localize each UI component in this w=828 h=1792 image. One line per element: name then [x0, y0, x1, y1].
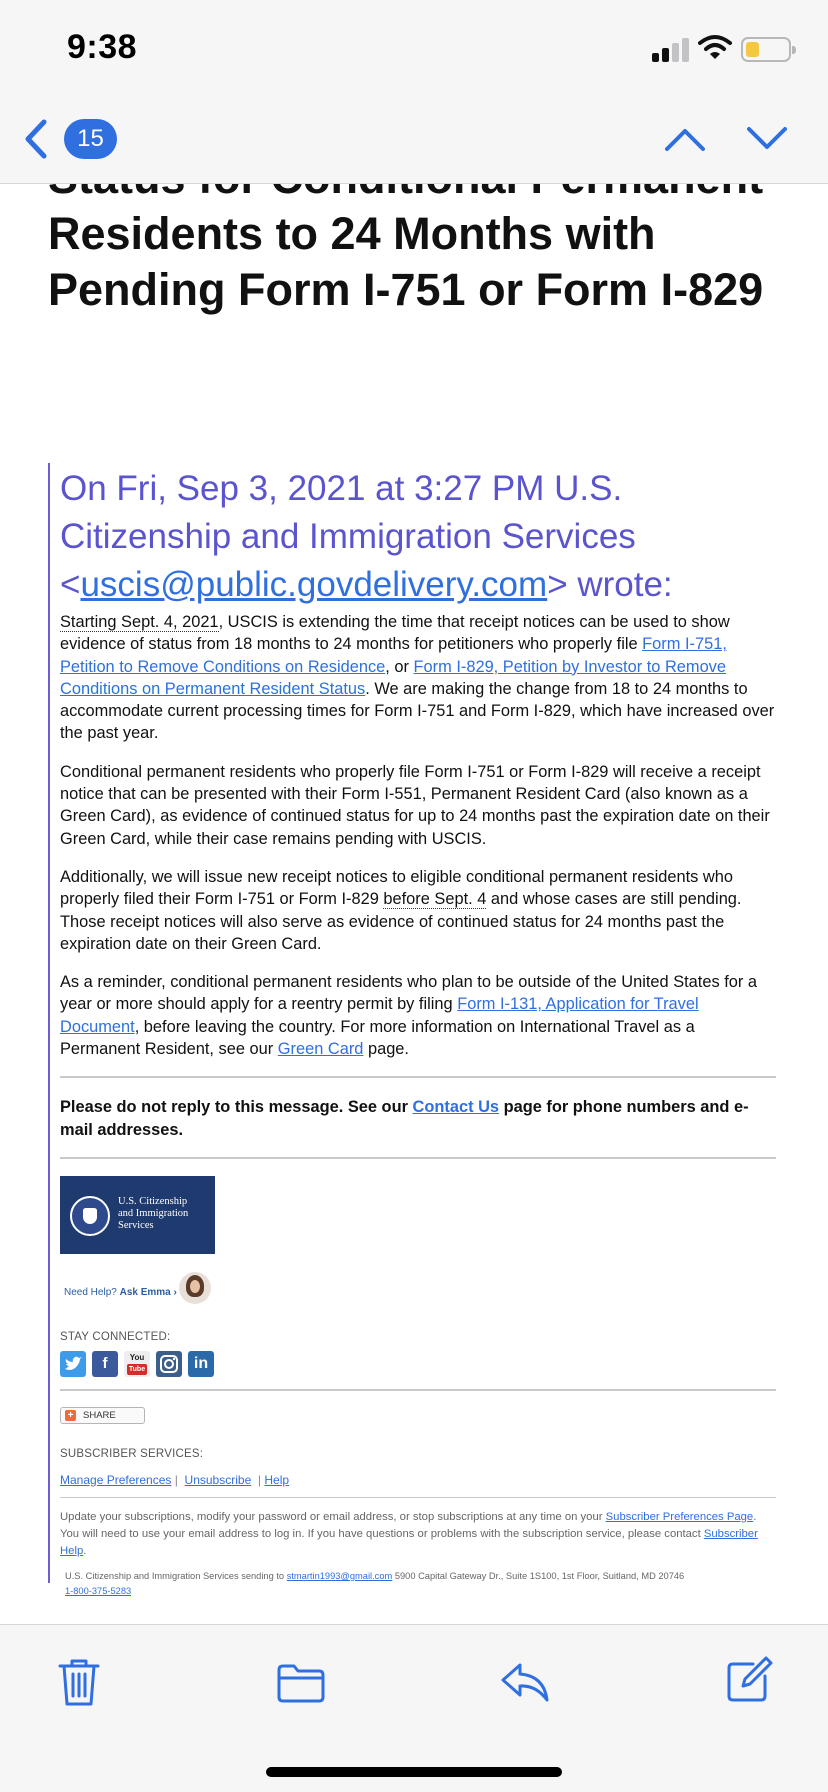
p4-text: page. [363, 1040, 409, 1059]
message-body [60, 611, 776, 1599]
subscriber-services-label: SUBSCRIBER SERVICES: [60, 1448, 204, 1461]
unread-count-badge[interactable]: 15 [64, 119, 117, 159]
need-help-label: Need Help? [64, 1286, 120, 1298]
stay-connected-label: STAY CONNECTED: [60, 1330, 171, 1343]
subject-line: Pending Form I-751 or Form I-829 [48, 264, 764, 315]
next-message-icon[interactable] [745, 125, 789, 153]
cellular-signal-icon [652, 38, 690, 62]
recipient-email-link[interactable]: stmartin1993@gmail.com [286, 1570, 393, 1581]
logo-line: and Immigration [118, 1207, 189, 1219]
linkedin-icon[interactable]: in [188, 1351, 214, 1377]
form-i131-link[interactable]: Form I-131, Application for Travel Document [60, 995, 699, 1036]
divider [60, 1076, 776, 1078]
paragraph-3 [60, 866, 776, 955]
footer-address: 5900 Capital Gateway Dr., Suite 1S100, 1st Floor, Suitland, MD 20746 [392, 1570, 685, 1581]
update-text: Update your subscriptions, modify your password or email address, or stop subscriptions at any time on your [60, 1510, 606, 1523]
trash-icon[interactable] [58, 1658, 100, 1708]
noreply-text: Please do not reply to this message. See our [60, 1098, 413, 1117]
paragraph-4 [60, 971, 776, 1060]
subscriber-help-link[interactable]: Subscriber Help [60, 1527, 758, 1557]
p1-text: . We are making the change from 18 to 24 months to accommodate current processing times for Form I-751 and Form I-829, which have increased over the past year. [60, 679, 775, 743]
back-chevron-icon[interactable] [22, 118, 50, 160]
subscriber-preferences-link[interactable]: Subscriber Preferences Page [605, 1510, 754, 1523]
ask-emma-label: Ask Emma › [119, 1286, 177, 1298]
quoted-message [48, 463, 776, 1596]
top-bar [0, 0, 828, 184]
quote-header [60, 465, 776, 609]
paragraph-2: Conditional permanent residents who properly file Form I-751 or Form I-829 will receive a receipt notice that can be presented with their Form I-551, Permanent Resident Card (also known as a Green Card), as evidence of continued status for up to 24 months past the expiration date on their Green Card, while their case remains pending with USCIS. [60, 762, 770, 848]
update-text: . [83, 1544, 87, 1557]
uscis-logo[interactable] [60, 1176, 215, 1254]
compose-icon[interactable] [725, 1656, 773, 1704]
quote-attribution: On Fri, Sep 3, 2021 at 3:27 PM U.S. Citizenship and Immigration Services [60, 469, 636, 556]
p4-text: As a reminder, conditional permanent residents who plan to be outside of the United States for a year or more should apply for a reentry permit by filing [60, 973, 758, 1014]
p3-text: Additionally, we will issue new receipt notices to eligible conditional permanent residents who properly filed their Form I-751 or Form I-829 [60, 867, 733, 909]
date-detected[interactable]: Starting Sept. 4, 2021 [60, 613, 219, 631]
home-indicator [266, 1767, 562, 1777]
divider [60, 1497, 776, 1498]
social-icons [60, 1351, 776, 1379]
p4-text: , before leaving the country. For more information on International Travel as a Permanent Resident, see our [60, 1017, 695, 1059]
green-card-link[interactable]: Green Card [277, 1040, 364, 1059]
emma-avatar [179, 1272, 211, 1304]
help-link[interactable]: Help [264, 1472, 290, 1487]
reply-icon[interactable] [500, 1661, 550, 1703]
logo-text [118, 1196, 188, 1232]
need-help-text [64, 1282, 177, 1304]
divider [60, 1157, 776, 1159]
youtube-icon[interactable]: You Tube [124, 1351, 150, 1377]
sender-email-link[interactable]: uscis@public.govdelivery.com [80, 565, 548, 604]
subscriber-links [60, 1469, 776, 1491]
phone-link[interactable]: 1-800-375-5283 [65, 1585, 132, 1596]
previous-message-icon[interactable] [663, 125, 707, 153]
battery-icon [741, 37, 791, 62]
twitter-icon[interactable] [60, 1351, 86, 1377]
dhs-seal-icon [70, 1196, 110, 1236]
wifi-icon [698, 34, 732, 60]
bottom-toolbar [0, 1624, 828, 1792]
p3-text: and whose cases are still pending. Those receipt notices will also serve as evidence of continued status for 24 months past the expiration date on their Green Card. [60, 890, 742, 953]
form-i829-link[interactable]: Form I-829, Petition by Investor to Remove Conditions on Permanent Resident Status [60, 657, 726, 698]
footer-text: U.S. Citizenship and Immigration Services sending to [65, 1570, 287, 1581]
divider [60, 1389, 776, 1391]
link-separator: | [254, 1472, 265, 1487]
ask-emma-banner[interactable] [60, 1272, 776, 1306]
link-separator: | [171, 1472, 182, 1487]
subject-line: Residents to 24 Months with [48, 208, 656, 259]
logo-line: Services [118, 1219, 154, 1231]
paragraph-1 [60, 611, 776, 745]
instagram-icon[interactable] [156, 1351, 182, 1377]
subscription-info [60, 1509, 776, 1560]
facebook-icon[interactable]: f [92, 1351, 118, 1377]
logo-line: U.S. Citizenship [118, 1195, 188, 1207]
angle-open: < [60, 565, 81, 604]
share-button[interactable]: + SHARE [60, 1407, 145, 1424]
manage-preferences-link[interactable]: Manage Preferences [60, 1472, 172, 1487]
sender-footer [60, 1569, 776, 1599]
status-time: 9:38 [67, 28, 138, 66]
wrote-text: > wrote: [547, 565, 673, 604]
folder-icon[interactable] [276, 1662, 326, 1704]
unsubscribe-link[interactable]: Unsubscribe [184, 1472, 252, 1487]
no-reply-notice [60, 1096, 776, 1141]
p1-text: , USCIS is extending the time that receipt notices can be used to show evidence of status from 18 months to 24 months for petitioners who properly file [60, 613, 730, 654]
contact-us-link[interactable]: Contact Us [412, 1098, 500, 1117]
update-text: . You will need to use your email address to log in. If you have questions or problems with the subscription service, please contact [60, 1510, 757, 1540]
date-detected[interactable]: before Sept. 4 [383, 890, 487, 909]
p1-text: , or [385, 657, 414, 676]
form-i751-link[interactable]: Form I-751, Petition to Remove Conditions on Residence [60, 635, 727, 676]
noreply-text: page for phone numbers and e-mail addresses. [60, 1098, 749, 1139]
